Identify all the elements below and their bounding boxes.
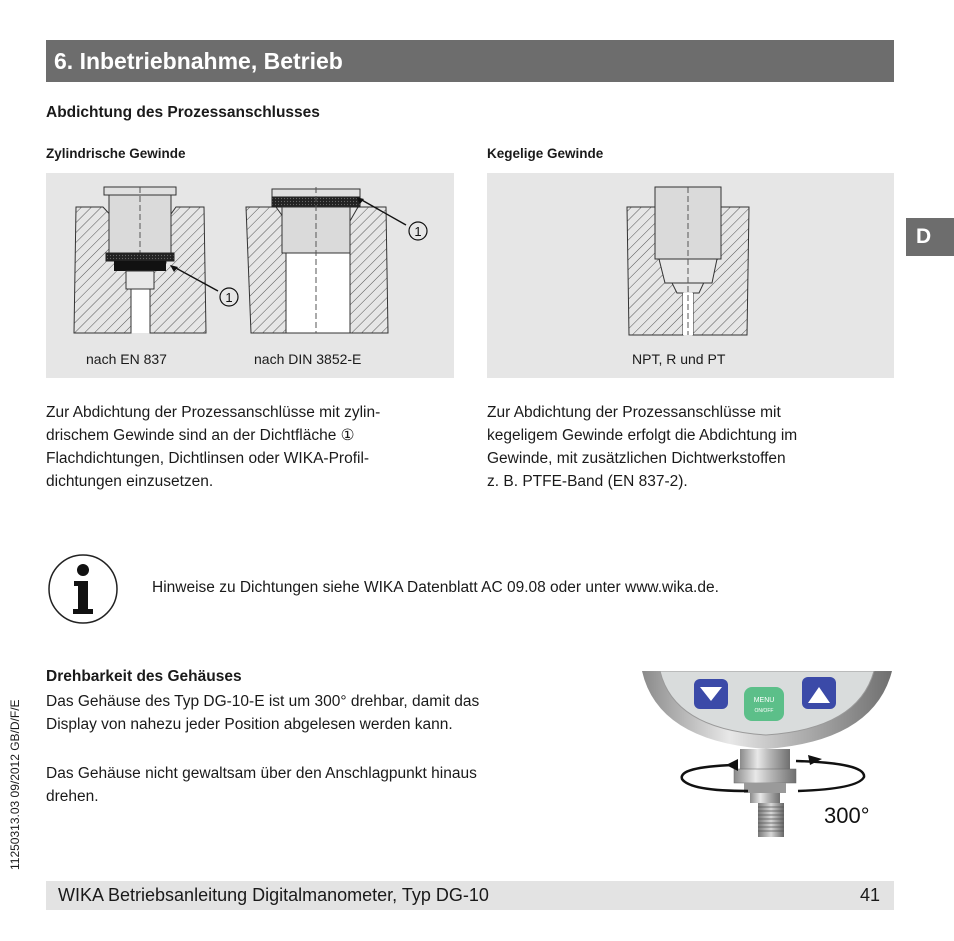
text-line: Zur Abdichtung der Prozessanschlüsse mit zylin- <box>46 404 381 421</box>
document-code: 11250313.03 09/2012 GB/D/F/E <box>8 699 22 870</box>
language-tab: D <box>906 218 954 256</box>
svg-text:1: 1 <box>225 290 233 305</box>
text-line: Display von nahezu jeder Position abgelesen werden kann. <box>46 716 453 733</box>
rotation-para2 <box>46 762 477 808</box>
footer <box>46 881 894 910</box>
text-line: Flachdichtungen, Dichtlinsen oder WIKA-Profil- <box>46 450 370 467</box>
footer-title: WIKA Betriebsanleitung Digitalmanometer, Typ DG-10 <box>58 885 489 905</box>
info-text: Hinweise zu Dichtungen siehe WIKA Datenblatt AC 09.08 oder unter www.wika.de. <box>152 579 719 596</box>
text-line: Das Gehäuse nicht gewaltsam über den Anschlagpunkt hinaus <box>46 765 477 782</box>
page-number: 41 <box>859 885 880 905</box>
cylindrical-figure <box>46 173 454 378</box>
section-title: 6. Inbetriebnahme, Betrieb <box>46 40 894 82</box>
text-line: Zur Abdichtung der Prozessanschlüsse mit <box>487 404 781 421</box>
text-line: z. B. PTFE-Band (EN 837-2). <box>487 473 688 490</box>
conical-figure <box>487 173 894 378</box>
cylindrical-thread-drawing <box>46 173 454 378</box>
svg-text:1: 1 <box>414 224 422 239</box>
caption-en837: nach EN 837 <box>86 351 167 367</box>
text-line: Das Gehäuse des Typ DG-10-E ist um 300° drehbar, damit das <box>46 693 480 710</box>
caption-npt: NPT, R und PT <box>632 351 726 367</box>
cylindrical-text <box>46 401 466 493</box>
conical-heading: Kegelige Gewinde <box>487 146 604 161</box>
text-line: drischem Gewinde sind an der Dichtfläche ① <box>46 427 355 444</box>
onoff-label: ON/OFF <box>754 708 774 714</box>
conical-thread-drawing <box>487 173 894 378</box>
info-icon <box>46 552 120 626</box>
caption-din3852: nach DIN 3852-E <box>254 351 362 367</box>
text-line: Gewinde, mit zusätzlichen Dichtwerkstoffen <box>487 450 786 467</box>
conical-text <box>487 401 887 493</box>
manometer-rotation-image <box>638 671 896 843</box>
menu-label: MENU <box>753 697 775 704</box>
rotation-para1 <box>46 690 479 736</box>
text-line: drehen. <box>46 788 99 805</box>
angle-label: 300° <box>824 803 870 828</box>
cylindrical-heading: Zylindrische Gewinde <box>46 146 186 161</box>
rotation-heading: Drehbarkeit des Gehäuses <box>46 668 242 685</box>
sealing-heading: Abdichtung des Prozessanschlusses <box>46 104 320 121</box>
text-line: kegeligem Gewinde erfolgt die Abdichtung im <box>487 427 798 444</box>
text-line: dichtungen einzusetzen. <box>46 473 214 490</box>
